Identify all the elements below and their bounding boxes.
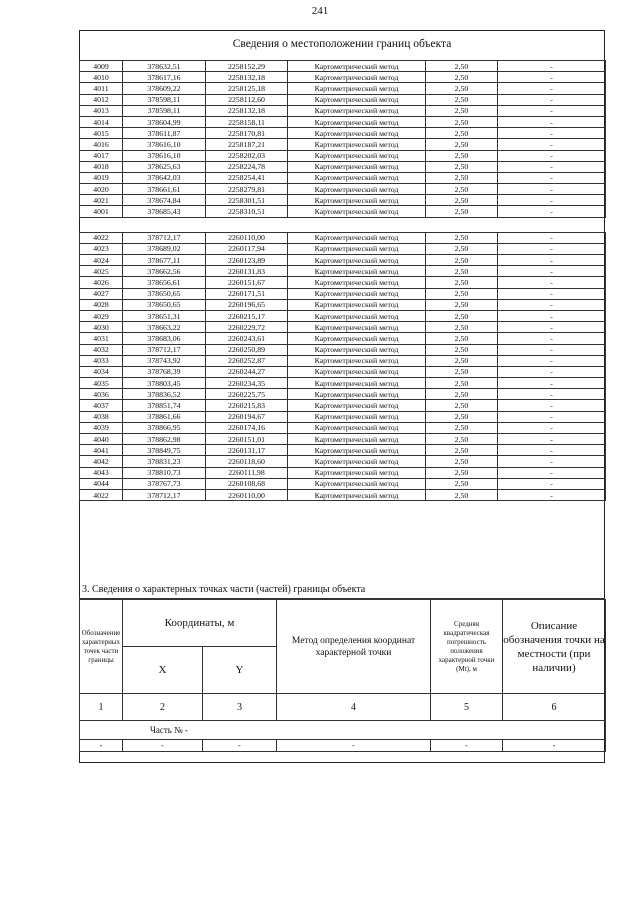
table-cell: - (498, 344, 606, 355)
table-cell: 2260131,17 (206, 445, 288, 456)
table-cell: 378662,56 (123, 266, 206, 277)
dash-cell: - (123, 740, 203, 752)
table-cell: 4032 (80, 344, 123, 355)
table-cell: - (498, 355, 606, 366)
table-cell: Картометрический метод (288, 355, 426, 366)
table-cell: Картометрический метод (288, 322, 426, 333)
table-cell: 2258202,03 (206, 150, 288, 161)
table-cell: - (498, 299, 606, 310)
table-cell: 2258152,29 (206, 61, 288, 72)
table-cell: 4017 (80, 150, 123, 161)
table-cell: - (498, 116, 606, 127)
table-cell: 4018 (80, 161, 123, 172)
table-cell: 2260229,72 (206, 322, 288, 333)
table-cell: 2,50 (426, 150, 498, 161)
table-cell: 2260110,00 (206, 232, 288, 243)
table-cell: 2,50 (426, 243, 498, 254)
table-cell: 378683,06 (123, 333, 206, 344)
table-cell: 378712,17 (123, 344, 206, 355)
table-cell: - (498, 277, 606, 288)
table-row (80, 489, 606, 500)
table-cell: Картометрический метод (288, 61, 426, 72)
table-cell: 378743,92 (123, 355, 206, 366)
table-row (80, 299, 606, 310)
table-row (80, 344, 606, 355)
table-cell: 2260250,89 (206, 344, 288, 355)
table-cell: 2260243,61 (206, 333, 288, 344)
table-cell: 4015 (80, 128, 123, 139)
table-row (80, 232, 606, 243)
table-row (80, 150, 606, 161)
table-cell: - (498, 266, 606, 277)
table-cell: 378651,31 (123, 310, 206, 321)
table-cell: Картометрический метод (288, 478, 426, 489)
table-cell: 4023 (80, 243, 123, 254)
column-number: 6 (503, 694, 606, 721)
table-cell: 2,50 (426, 232, 498, 243)
table-cell: 2258187,21 (206, 139, 288, 150)
dash-cell: - (277, 740, 431, 752)
table-cell: - (498, 489, 606, 500)
table-cell: 2258158,11 (206, 116, 288, 127)
table-cell: 2258279,81 (206, 184, 288, 195)
table-cell: 2,50 (426, 139, 498, 150)
table-cell: 2,50 (426, 400, 498, 411)
table-row (80, 161, 606, 172)
table-cell: 2260171,51 (206, 288, 288, 299)
table-row (80, 478, 606, 489)
table-cell: 2,50 (426, 184, 498, 195)
header-mean-error: Средняя квадратическая погрешность положения характерной точки (Mt), м (431, 600, 503, 694)
table-cell: 2258112,60 (206, 94, 288, 105)
table-cell: 2,50 (426, 61, 498, 72)
table-cell: 378625,63 (123, 161, 206, 172)
table-cell: Картометрический метод (288, 94, 426, 105)
table-cell: Картометрический метод (288, 434, 426, 445)
table-cell: - (498, 288, 606, 299)
table-cell: 4013 (80, 105, 123, 116)
table-row (80, 184, 606, 195)
table-row (80, 206, 606, 217)
table-row (80, 72, 606, 83)
table-cell: 4034 (80, 366, 123, 377)
table-cell: 2,50 (426, 277, 498, 288)
table-cell: Картометрический метод (288, 105, 426, 116)
table-row (80, 445, 606, 456)
table-cell: Картометрический метод (288, 72, 426, 83)
table-cell: 4022 (80, 489, 123, 500)
table-cell: 2,50 (426, 389, 498, 400)
dash-cell: - (431, 740, 503, 752)
table-cell: Картометрический метод (288, 344, 426, 355)
table-cell: 2,50 (426, 195, 498, 206)
group-separator (80, 217, 606, 232)
table-cell: 2,50 (426, 322, 498, 333)
table-cell: - (498, 232, 606, 243)
table-cell: 2258310,51 (206, 206, 288, 217)
table-cell: 378650,65 (123, 299, 206, 310)
table-cell: 378663,22 (123, 322, 206, 333)
table-cell: 378712,17 (123, 489, 206, 500)
table-row (80, 105, 606, 116)
table-cell: Картометрический метод (288, 243, 426, 254)
table-cell: Картометрический метод (288, 489, 426, 500)
table-row (80, 128, 606, 139)
table-cell: - (498, 72, 606, 83)
table-cell: 4010 (80, 72, 123, 83)
table-cell: 2260117,94 (206, 243, 288, 254)
table-cell: 4040 (80, 434, 123, 445)
table-cell: Картометрический метод (288, 128, 426, 139)
table-row (80, 378, 606, 389)
table-cell: 378689,02 (123, 243, 206, 254)
table-cell: 378616,10 (123, 150, 206, 161)
dash-cell: - (503, 740, 606, 752)
table-cell: 2258170,81 (206, 128, 288, 139)
table-cell: 378810,73 (123, 467, 206, 478)
table-cell: 4009 (80, 61, 123, 72)
separator-cell (80, 217, 606, 232)
table-cell: 2,50 (426, 333, 498, 344)
table-cell: 2260234,35 (206, 378, 288, 389)
table-cell: 378851,74 (123, 400, 206, 411)
table-cell: 2,50 (426, 206, 498, 217)
table-cell: - (498, 105, 606, 116)
table-cell: 4030 (80, 322, 123, 333)
table-row (80, 94, 606, 105)
table-cell: - (498, 128, 606, 139)
table-cell: 2260111,98 (206, 467, 288, 478)
table-cell: 2260118,60 (206, 456, 288, 467)
table-cell: 2,50 (426, 83, 498, 94)
column-number: 5 (431, 694, 503, 721)
table-cell: 378768,39 (123, 366, 206, 377)
table-cell: 2260194,67 (206, 411, 288, 422)
table-cell: Картометрический метод (288, 422, 426, 433)
table-cell: - (498, 150, 606, 161)
table-cell: 4011 (80, 83, 123, 94)
header-method: Метод определения координат характерной точки (277, 600, 431, 694)
table-cell: 378604,99 (123, 116, 206, 127)
table-row (80, 322, 606, 333)
table-cell: Картометрический метод (288, 277, 426, 288)
table-cell: 2260151,67 (206, 277, 288, 288)
table-cell: 2,50 (426, 456, 498, 467)
dash-cell: - (203, 740, 277, 752)
table-cell: 4029 (80, 310, 123, 321)
table-cell: 2,50 (426, 288, 498, 299)
table-row (80, 389, 606, 400)
table-cell: Картометрический метод (288, 266, 426, 277)
table-cell: Картометрический метод (288, 206, 426, 217)
table-cell: Картометрический метод (288, 255, 426, 266)
table-cell: - (498, 195, 606, 206)
table-cell: 4042 (80, 456, 123, 467)
table-cell: Картометрический метод (288, 378, 426, 389)
table-cell: 2260174,16 (206, 422, 288, 433)
table-cell: Картометрический метод (288, 288, 426, 299)
table-cell: 2,50 (426, 266, 498, 277)
table-cell: 2,50 (426, 255, 498, 266)
table-cell: 378650,65 (123, 288, 206, 299)
table-cell: 378767,73 (123, 478, 206, 489)
table-cell: Картометрический метод (288, 411, 426, 422)
table-row (80, 456, 606, 467)
table-row (80, 266, 606, 277)
table-cell: 2,50 (426, 299, 498, 310)
table-cell: 4028 (80, 299, 123, 310)
table-cell: 2260244,27 (206, 366, 288, 377)
table-row (80, 411, 606, 422)
table-cell: - (498, 333, 606, 344)
table-cell: 2,50 (426, 355, 498, 366)
table-row (80, 195, 606, 206)
table-row (80, 400, 606, 411)
table-cell: - (498, 467, 606, 478)
table-cell: 4039 (80, 422, 123, 433)
table-cell: 4038 (80, 411, 123, 422)
table-cell: - (498, 139, 606, 150)
table-cell: 378831,23 (123, 456, 206, 467)
table-cell: 4026 (80, 277, 123, 288)
table-cell: 2260131,83 (206, 266, 288, 277)
table-cell: 378611,87 (123, 128, 206, 139)
table-row (80, 288, 606, 299)
table-cell: 2,50 (426, 105, 498, 116)
table-row (80, 61, 606, 72)
table-cell: - (498, 322, 606, 333)
column-number: 1 (80, 694, 123, 721)
table-cell: - (498, 411, 606, 422)
table-cell: 2260225,75 (206, 389, 288, 400)
column-number: 2 (123, 694, 203, 721)
table-cell: 4036 (80, 389, 123, 400)
header-point-designation: Обозначение характерных точек части границы (80, 600, 123, 694)
table-row (80, 243, 606, 254)
table-cell: 2,50 (426, 116, 498, 127)
column-number: 4 (277, 694, 431, 721)
table-cell: 378685,43 (123, 206, 206, 217)
table-cell: 2,50 (426, 94, 498, 105)
table-cell: 4035 (80, 378, 123, 389)
table-cell: 378849,75 (123, 445, 206, 456)
table-cell: 2260252,87 (206, 355, 288, 366)
section3-title: 3. Сведения о характерных точках части (частей) границы объекта (79, 581, 605, 599)
table-cell: 4001 (80, 206, 123, 217)
table-cell: 378632,51 (123, 61, 206, 72)
table-cell: 4024 (80, 255, 123, 266)
table-cell: 2258132,18 (206, 105, 288, 116)
table-row (80, 277, 606, 288)
table-cell: 4019 (80, 172, 123, 183)
table-cell: 2,50 (426, 445, 498, 456)
table-cell: Картометрический метод (288, 445, 426, 456)
table-cell: Картометрический метод (288, 195, 426, 206)
table-cell: Картометрический метод (288, 161, 426, 172)
table-cell: 2,50 (426, 422, 498, 433)
table-cell: - (498, 243, 606, 254)
section-title: Сведения о местоположении границ объекта (232, 38, 452, 50)
table-row (80, 355, 606, 366)
column-number: 3 (203, 694, 277, 721)
table-row (80, 172, 606, 183)
table-cell: 378617,16 (123, 72, 206, 83)
table-cell: 378642,03 (123, 172, 206, 183)
table-cell: 4020 (80, 184, 123, 195)
table-row (80, 333, 606, 344)
table-cell: Картометрический метод (288, 139, 426, 150)
table-cell: Картометрический метод (288, 299, 426, 310)
table-cell: Картометрический метод (288, 172, 426, 183)
table-row (80, 434, 606, 445)
table-cell: 2,50 (426, 467, 498, 478)
table-cell: 378677,11 (123, 255, 206, 266)
table-cell: - (498, 172, 606, 183)
page-number: 241 (311, 5, 329, 17)
table-cell: 2260110,00 (206, 489, 288, 500)
table-cell: Картометрический метод (288, 150, 426, 161)
table-cell: 378836,52 (123, 389, 206, 400)
table-cell: Картометрический метод (288, 389, 426, 400)
table-cell: 2258254,41 (206, 172, 288, 183)
table-cell: Картометрический метод (288, 83, 426, 94)
table-cell: - (498, 61, 606, 72)
dash-cell: - (80, 740, 123, 752)
table-cell: - (498, 161, 606, 172)
table-cell: 2258125,18 (206, 83, 288, 94)
table-cell: 378609,22 (123, 83, 206, 94)
table-cell: 2260123,89 (206, 255, 288, 266)
table-cell: Картометрический метод (288, 116, 426, 127)
table-cell: 4021 (80, 195, 123, 206)
table-cell: - (498, 83, 606, 94)
table-cell: 2,50 (426, 172, 498, 183)
table-row (80, 83, 606, 94)
table-row (80, 422, 606, 433)
table-cell: - (498, 255, 606, 266)
table-cell: - (498, 94, 606, 105)
table-cell: 378866,95 (123, 422, 206, 433)
table-cell: 378803,45 (123, 378, 206, 389)
coordinates-table (79, 60, 606, 501)
table-cell: 378616,10 (123, 139, 206, 150)
table-cell: 4027 (80, 288, 123, 299)
table-cell: 2258301,51 (206, 195, 288, 206)
table-cell: 4043 (80, 467, 123, 478)
header-y: Y (203, 647, 277, 694)
table-cell: 2,50 (426, 434, 498, 445)
table-cell: 2,50 (426, 310, 498, 321)
table-cell: 2258132,18 (206, 72, 288, 83)
table-cell: 2,50 (426, 478, 498, 489)
table-cell: - (498, 456, 606, 467)
table-cell: 2260215,17 (206, 310, 288, 321)
table-cell: 2260108,68 (206, 478, 288, 489)
table-cell: 378862,98 (123, 434, 206, 445)
header-x: X (123, 647, 203, 694)
table-cell: Картометрический метод (288, 184, 426, 195)
table-cell: 4044 (80, 478, 123, 489)
table-cell: Картометрический метод (288, 366, 426, 377)
table-cell: - (498, 445, 606, 456)
table-cell: 4033 (80, 355, 123, 366)
table-cell: 2258224,78 (206, 161, 288, 172)
table-row (80, 116, 606, 127)
table-cell: - (498, 206, 606, 217)
table-cell: 378674,84 (123, 195, 206, 206)
table-cell: - (498, 184, 606, 195)
table-cell: Картометрический метод (288, 456, 426, 467)
table-cell: - (498, 310, 606, 321)
table-cell: 2,50 (426, 489, 498, 500)
table-cell: 2,50 (426, 344, 498, 355)
table-cell: 4041 (80, 445, 123, 456)
table-cell: 378861,66 (123, 411, 206, 422)
table-cell: Картометрический метод (288, 232, 426, 243)
table-row (80, 255, 606, 266)
table-cell: 4012 (80, 94, 123, 105)
table-cell: 2,50 (426, 72, 498, 83)
table-cell: 2260196,65 (206, 299, 288, 310)
table-cell: - (498, 434, 606, 445)
table-cell: 378598,11 (123, 105, 206, 116)
table-row (80, 310, 606, 321)
table-cell: 4022 (80, 232, 123, 243)
table-cell: 378656,61 (123, 277, 206, 288)
part-label: Часть № - (80, 721, 606, 740)
table-cell: - (498, 389, 606, 400)
table-cell: - (498, 478, 606, 489)
table-cell: 378712,17 (123, 232, 206, 243)
table-cell: 2,50 (426, 366, 498, 377)
table-cell: - (498, 366, 606, 377)
table-cell: - (498, 378, 606, 389)
header-coordinates: Координаты, м (123, 600, 277, 647)
characteristic-points-table (79, 599, 606, 752)
table-cell: 2,50 (426, 411, 498, 422)
table-cell: 4031 (80, 333, 123, 344)
table-cell: 4037 (80, 400, 123, 411)
table-row (80, 139, 606, 150)
table-row (80, 366, 606, 377)
table-cell: Картометрический метод (288, 400, 426, 411)
table-cell: 2,50 (426, 128, 498, 139)
table-cell: 4016 (80, 139, 123, 150)
table-cell: 378661,61 (123, 184, 206, 195)
table-cell: 2260151,01 (206, 434, 288, 445)
table-cell: 2,50 (426, 161, 498, 172)
table-row (80, 467, 606, 478)
header-description: Описание обозначения точки на местности (при наличии) (503, 600, 606, 694)
table-cell: Картометрический метод (288, 310, 426, 321)
table-cell: 4025 (80, 266, 123, 277)
table-cell: Картометрический метод (288, 333, 426, 344)
table-cell: 4014 (80, 116, 123, 127)
table-cell: 378598,11 (123, 94, 206, 105)
table-cell: - (498, 400, 606, 411)
table-cell: 2260215,83 (206, 400, 288, 411)
table-cell: - (498, 422, 606, 433)
table-cell: Картометрический метод (288, 467, 426, 478)
table-cell: 2,50 (426, 378, 498, 389)
